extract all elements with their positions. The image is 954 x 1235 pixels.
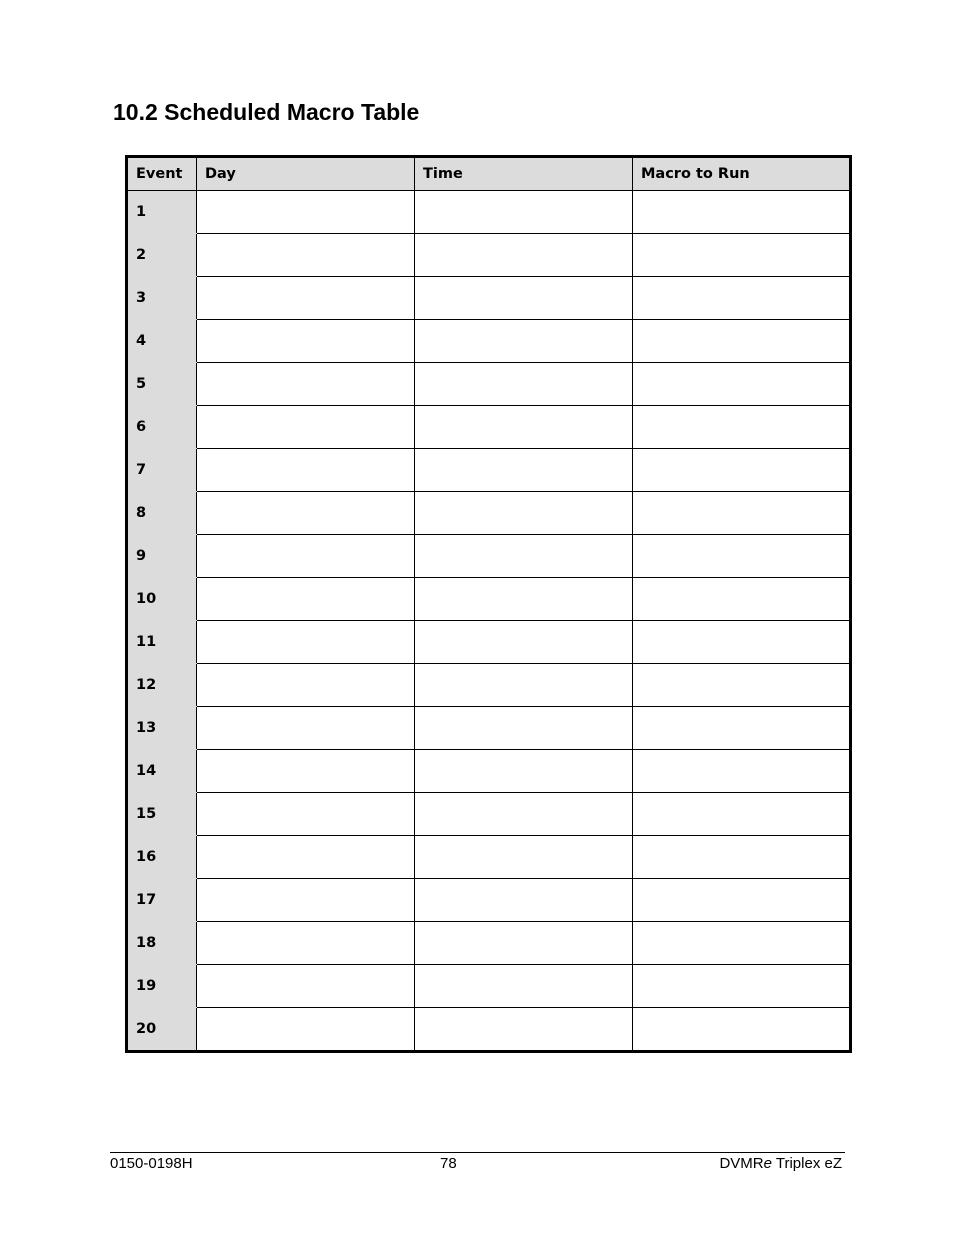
table-row (127, 406, 851, 449)
table-row (127, 578, 851, 621)
day-cell[interactable] (197, 578, 415, 621)
event-cell: 16 (127, 836, 197, 879)
event-cell: 13 (127, 707, 197, 750)
section-title: 10.2 Scheduled Macro Table (113, 99, 420, 125)
event-cell: 1 (127, 191, 197, 234)
macro-cell[interactable] (633, 879, 851, 922)
event-cell: 17 (127, 879, 197, 922)
day-cell[interactable] (197, 664, 415, 707)
table-body (127, 191, 851, 1052)
day-cell[interactable] (197, 449, 415, 492)
day-cell[interactable] (197, 879, 415, 922)
time-cell[interactable] (415, 191, 633, 234)
footer-product-suffix: Triplex eZ (771, 1155, 842, 1172)
table-row (127, 793, 851, 836)
table-row (127, 449, 851, 492)
macro-cell[interactable] (633, 492, 851, 535)
macro-cell[interactable] (633, 363, 851, 406)
macro-cell[interactable] (633, 234, 851, 277)
time-cell[interactable] (415, 535, 633, 578)
time-cell[interactable] (415, 879, 633, 922)
event-cell: 14 (127, 750, 197, 793)
time-cell[interactable] (415, 406, 633, 449)
day-cell[interactable] (197, 492, 415, 535)
day-cell[interactable] (197, 965, 415, 1008)
day-cell[interactable] (197, 406, 415, 449)
macro-cell[interactable] (633, 836, 851, 879)
day-cell[interactable] (197, 1008, 415, 1052)
day-cell[interactable] (197, 621, 415, 664)
table-row (127, 664, 851, 707)
time-cell[interactable] (415, 750, 633, 793)
table-row (127, 707, 851, 750)
event-cell: 19 (127, 965, 197, 1008)
macro-cell[interactable] (633, 578, 851, 621)
macro-cell[interactable] (633, 191, 851, 234)
time-cell[interactable] (415, 234, 633, 277)
table-row (127, 277, 851, 320)
event-cell: 12 (127, 664, 197, 707)
table-header-row (127, 157, 851, 191)
day-cell[interactable] (197, 750, 415, 793)
time-cell[interactable] (415, 320, 633, 363)
event-cell: 4 (127, 320, 197, 363)
time-cell[interactable] (415, 621, 633, 664)
table-row (127, 535, 851, 578)
table-row (127, 621, 851, 664)
time-cell[interactable] (415, 836, 633, 879)
column-header-event: Event (127, 157, 197, 191)
time-cell[interactable] (415, 922, 633, 965)
event-cell: 9 (127, 535, 197, 578)
table-row (127, 363, 851, 406)
column-header-time: Time (415, 157, 633, 191)
event-cell: 18 (127, 922, 197, 965)
table-row (127, 234, 851, 277)
time-cell[interactable] (415, 578, 633, 621)
macro-cell[interactable] (633, 1008, 851, 1052)
event-cell: 11 (127, 621, 197, 664)
event-cell: 6 (127, 406, 197, 449)
time-cell[interactable] (415, 793, 633, 836)
event-cell: 3 (127, 277, 197, 320)
day-cell[interactable] (197, 707, 415, 750)
footer-product-name (719, 1155, 842, 1173)
table-row (127, 191, 851, 234)
time-cell[interactable] (415, 707, 633, 750)
time-cell[interactable] (415, 363, 633, 406)
event-cell: 15 (127, 793, 197, 836)
event-cell: 5 (127, 363, 197, 406)
time-cell[interactable] (415, 277, 633, 320)
column-header-day: Day (197, 157, 415, 191)
macro-cell[interactable] (633, 320, 851, 363)
day-cell[interactable] (197, 535, 415, 578)
table-row (127, 965, 851, 1008)
time-cell[interactable] (415, 449, 633, 492)
table-row (127, 492, 851, 535)
table-row (127, 750, 851, 793)
time-cell[interactable] (415, 492, 633, 535)
macro-cell[interactable] (633, 664, 851, 707)
table-row (127, 922, 851, 965)
day-cell[interactable] (197, 234, 415, 277)
footer-product-italic: e (763, 1155, 772, 1172)
time-cell[interactable] (415, 1008, 633, 1052)
day-cell[interactable] (197, 277, 415, 320)
event-cell: 2 (127, 234, 197, 277)
footer-divider (110, 1152, 845, 1153)
macro-cell[interactable] (633, 707, 851, 750)
macro-cell[interactable] (633, 965, 851, 1008)
footer-doc-number: 0150-0198H (110, 1155, 193, 1172)
macro-cell[interactable] (633, 406, 851, 449)
macro-cell[interactable] (633, 535, 851, 578)
event-cell: 20 (127, 1008, 197, 1052)
scheduled-macro-table (125, 155, 852, 1053)
macro-cell[interactable] (633, 750, 851, 793)
time-cell[interactable] (415, 965, 633, 1008)
macro-cell[interactable] (633, 621, 851, 664)
time-cell[interactable] (415, 664, 633, 707)
footer-product-prefix: DVMR (719, 1155, 764, 1172)
table-row (127, 879, 851, 922)
macro-cell[interactable] (633, 793, 851, 836)
table-row (127, 1008, 851, 1052)
macro-cell[interactable] (633, 922, 851, 965)
event-cell: 10 (127, 578, 197, 621)
event-cell: 8 (127, 492, 197, 535)
footer-page-number: 78 (440, 1155, 457, 1172)
day-cell[interactable] (197, 922, 415, 965)
table-row (127, 320, 851, 363)
macro-cell[interactable] (633, 449, 851, 492)
table-row (127, 836, 851, 879)
event-cell: 7 (127, 449, 197, 492)
day-cell[interactable] (197, 793, 415, 836)
macro-cell[interactable] (633, 277, 851, 320)
day-cell[interactable] (197, 320, 415, 363)
day-cell[interactable] (197, 363, 415, 406)
day-cell[interactable] (197, 836, 415, 879)
day-cell[interactable] (197, 191, 415, 234)
column-header-macro: Macro to Run (633, 157, 851, 191)
